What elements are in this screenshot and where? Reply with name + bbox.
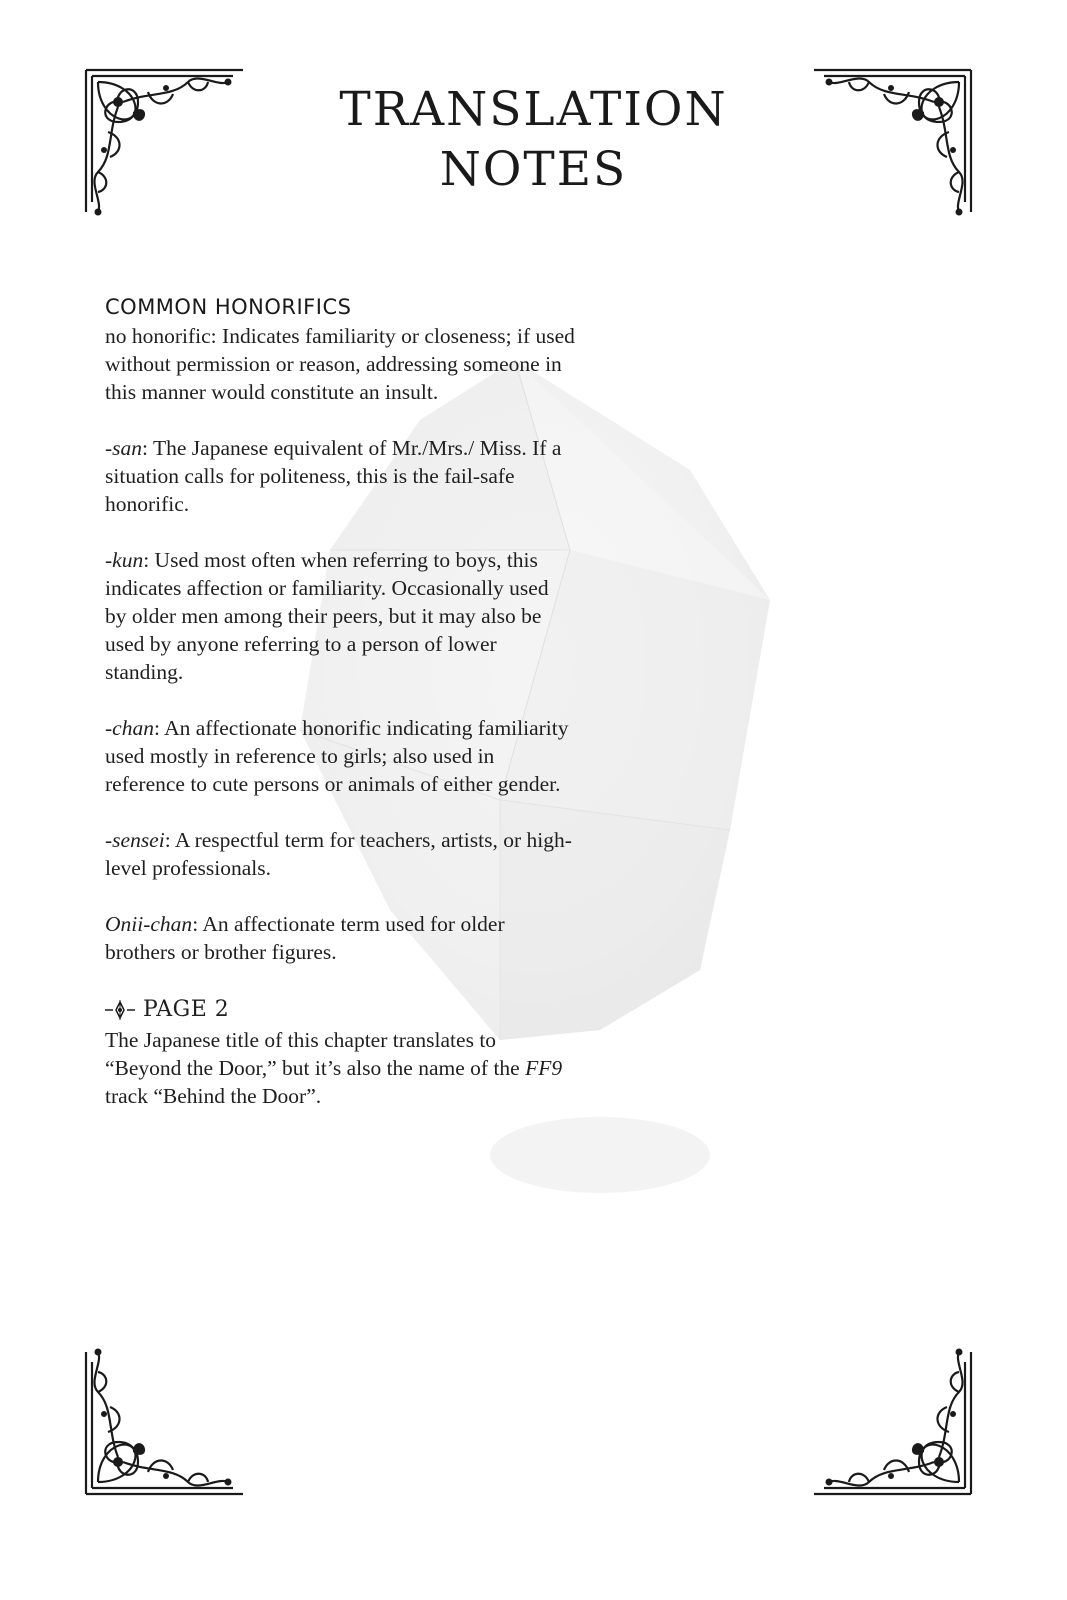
honorific-entry (105, 910, 575, 966)
page-note-text-start: The Japanese title of this chapter translates to “Beyond the Door,” but it’s also the name of the (105, 1028, 526, 1080)
corner-ornament-icon (78, 62, 253, 222)
honorific-definition: : Used most often when referring to boys, this indicates affection or familiarity. Occasionally used by older men among their peers, but it may also be used by anyone referring to a person of lower standing. (105, 548, 549, 684)
corner-ornament-icon (804, 1342, 979, 1502)
page-note-heading (105, 994, 575, 1026)
page-note-text (105, 1026, 575, 1110)
honorific-entry (105, 434, 575, 518)
title-line-1: TRANSLATION (339, 82, 728, 137)
honorific-entry (105, 714, 575, 798)
honorific-term: -san (105, 436, 143, 460)
honorific-definition: : A respectful term for teachers, artists, or high-level professionals. (105, 828, 572, 880)
honorific-entry (105, 546, 575, 686)
honorific-term: -chan (105, 716, 154, 740)
honorific-entry (105, 322, 575, 406)
honorific-definition: : The Japanese equivalent of Mr./Mrs./ Miss. If a situation calls for politeness, this is the fail-safe honorific. (105, 436, 562, 516)
game-title: FF9 (525, 1056, 563, 1080)
honorific-definition: : An affectionate term used for older brothers or brother figures. (105, 912, 505, 964)
corner-ornament-icon (78, 1342, 253, 1502)
honorific-term: -sensei (105, 828, 165, 852)
honorific-definition: : An affectionate honorific indicating familiarity used mostly in reference to girls; also used in reference to cute persons or animals of either gender. (105, 716, 569, 796)
notes-content (105, 292, 575, 1110)
honorific-entry (105, 826, 575, 882)
honorific-definition: no honorific: Indicates familiarity or closeness; if used without permission or reason, addressing someone in this manner would constitute an insult. (105, 324, 575, 404)
page-title (250, 80, 817, 200)
corner-ornament-icon (804, 62, 979, 222)
page-note-label: PAGE 2 (143, 997, 230, 1022)
ornament-bullet-icon (105, 1000, 135, 1020)
page-note-text-end: track “Behind the Door”. (105, 1084, 322, 1108)
honorific-term: Onii-chan (105, 912, 193, 936)
honorific-term: -kun (105, 548, 144, 572)
section-heading-honorifics: COMMON HONORIFICS (105, 295, 352, 319)
title-line-2: NOTES (439, 142, 628, 197)
